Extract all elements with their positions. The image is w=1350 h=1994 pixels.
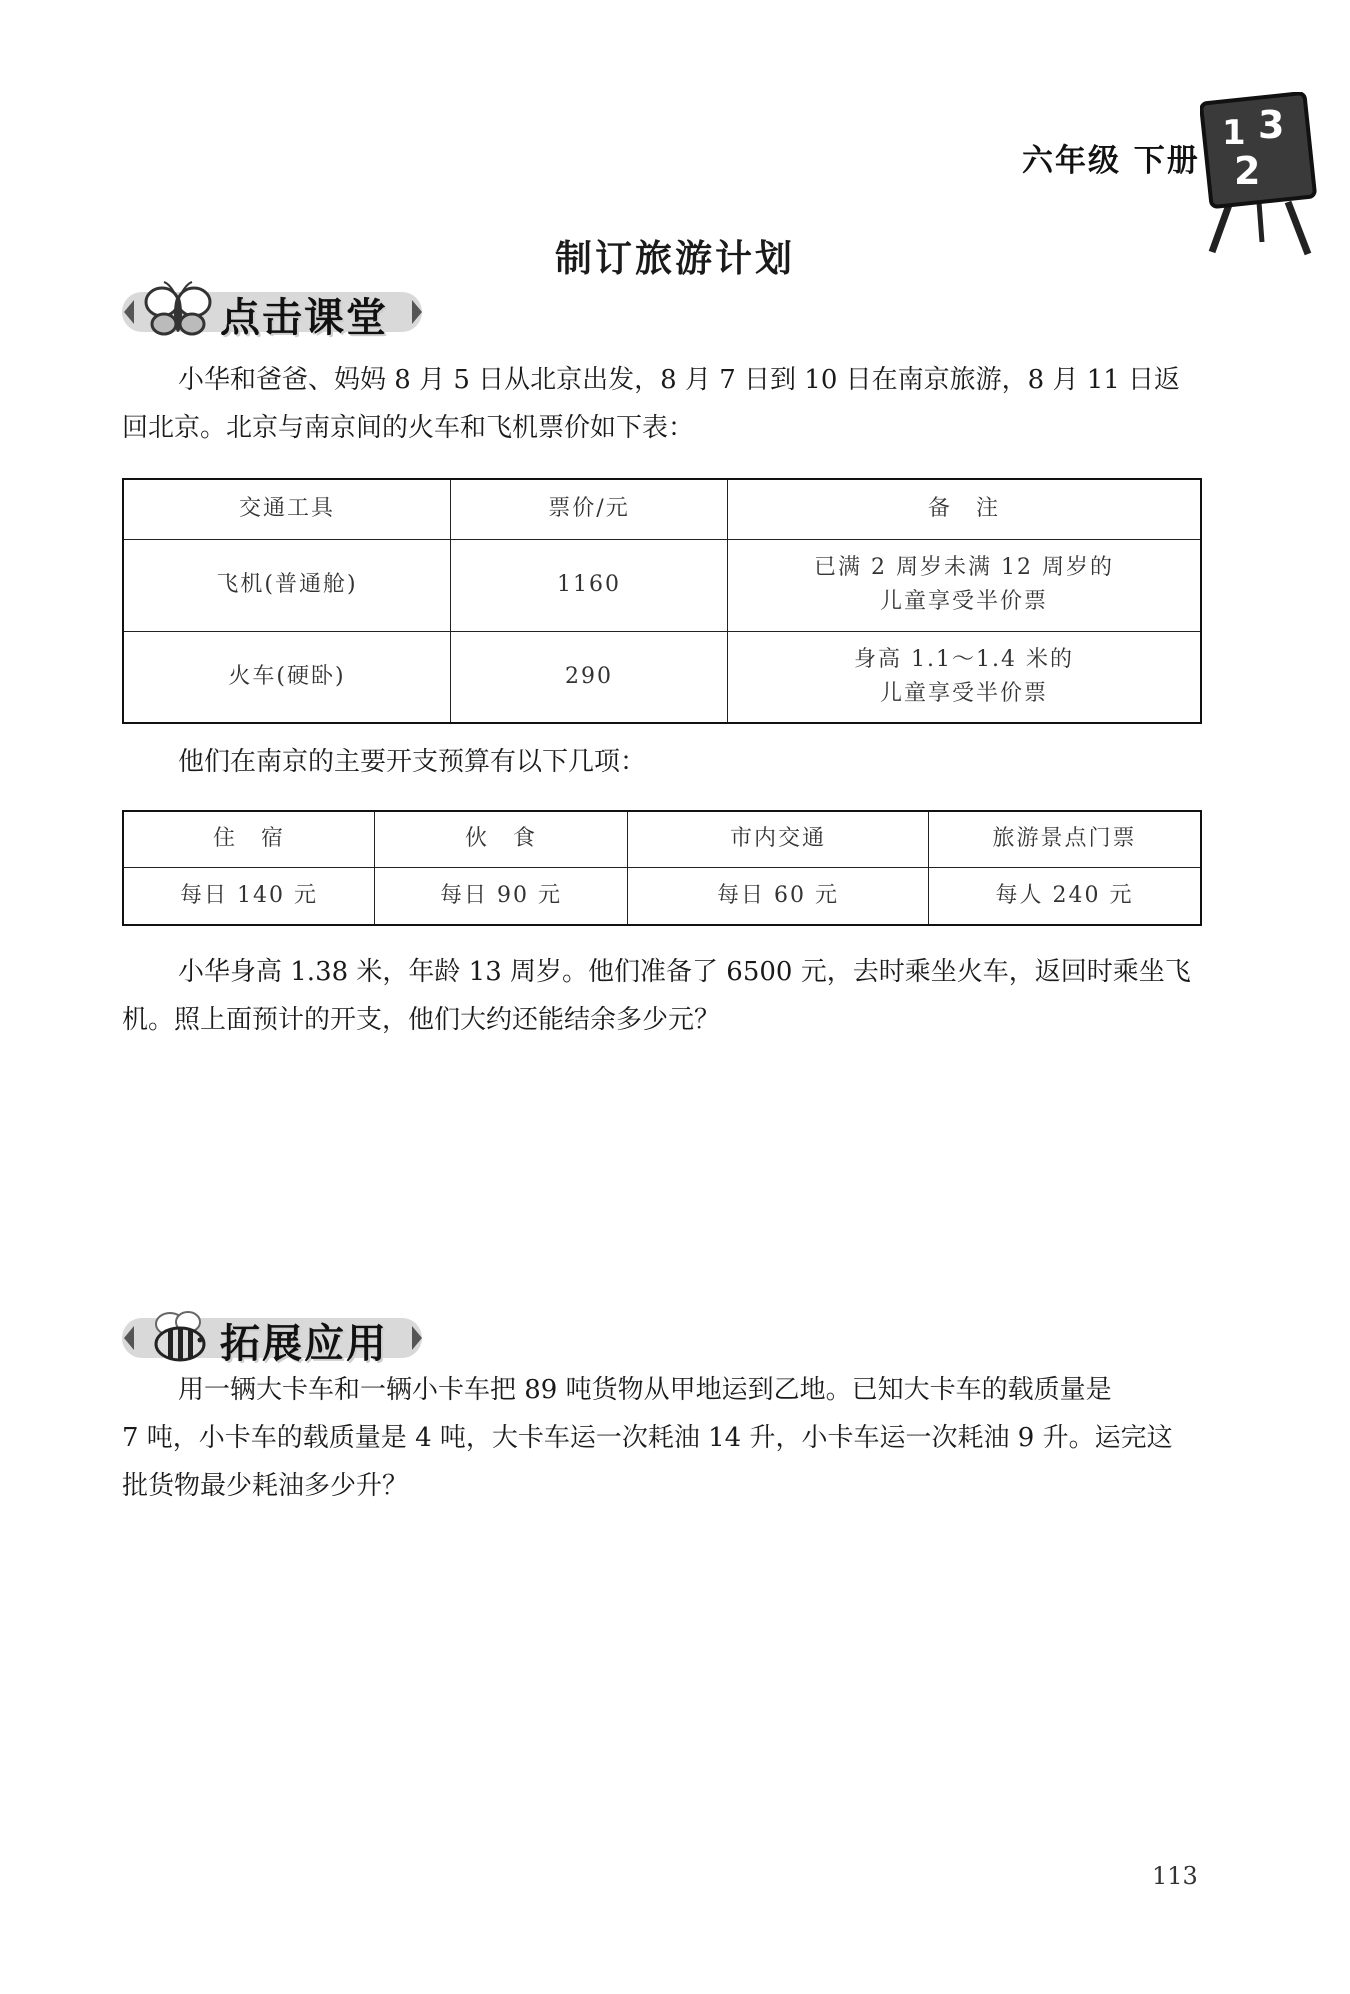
page-title: 制订旅游计划: [555, 237, 795, 280]
question-paragraph: [122, 948, 1202, 1044]
intro-line-2: 回北京。北京与南京间的火车和飞机票价如下表：: [122, 413, 695, 443]
fare-note-line: 身高 1.1～1.4 米的: [854, 646, 1074, 672]
budget-intro: [122, 738, 1202, 786]
fare-mode-cell: 飞机(普通舱): [123, 539, 451, 631]
fare-note-line: 儿童享受半价票: [879, 680, 1048, 706]
logo-digit-3: 3: [1258, 103, 1285, 147]
budget-header-lodging: 住 宿: [123, 811, 375, 867]
table-row: [123, 539, 1201, 631]
logo-digit-2: 2: [1234, 149, 1261, 193]
butterfly-icon: [138, 280, 218, 340]
bee-icon: [140, 1306, 220, 1366]
intro-paragraph: [122, 356, 1202, 452]
budget-value-local-transport: 每日 60 元: [628, 867, 929, 925]
table-header-row: [123, 811, 1201, 867]
table-row: [123, 867, 1201, 925]
budget-header-tickets: 旅游景点门票: [929, 811, 1202, 867]
fare-table: [122, 478, 1202, 724]
table-header-row: [123, 479, 1201, 539]
budget-intro-text: 他们在南京的主要开支预算有以下几项：: [178, 747, 647, 777]
logo-digit-1: 1: [1222, 113, 1246, 153]
extension-line-2: 7 吨，小卡车的载质量是 4 吨，大卡车运一次耗油 14 升，小卡车运一次耗油 9 升。运完这: [122, 1423, 1173, 1453]
section-banner-classroom: [118, 278, 438, 342]
grade-label: 六年级 下册: [1022, 143, 1200, 179]
section-banner-extension: [118, 1304, 438, 1368]
budget-value-lodging: 每日 140 元: [123, 867, 375, 925]
fare-header-note: 备 注: [728, 479, 1202, 539]
intro-line-1: 小华和爸爸、妈妈 8 月 5 日从北京出发，8 月 7 日到 10 日在南京旅游，8 月 11 日返: [178, 365, 1181, 395]
fare-note-line: 已满 2 周岁未满 12 周岁的: [814, 555, 1114, 580]
page-number: 113: [1152, 1862, 1198, 1890]
fare-header-mode: 交通工具: [123, 479, 451, 539]
question-line-2: 机。照上面预计的开支，他们大约还能结余多少元？: [122, 1005, 721, 1035]
budget-header-meals: 伙 食: [375, 811, 628, 867]
fare-note-cell: [728, 631, 1202, 723]
extension-line-1: 用一辆大卡车和一辆小卡车把 89 吨货物从甲地运到乙地。已知大卡车的载质量是: [178, 1375, 1112, 1405]
fare-note-cell: [728, 539, 1202, 631]
fare-price-cell: 1160: [451, 539, 728, 631]
fare-price-cell: 290: [451, 631, 728, 723]
budget-header-local-transport: 市内交通: [628, 811, 929, 867]
question-line-1: 小华身高 1.38 米，年龄 13 周岁。他们准备了 6500 元，去时乘坐火车，返回时乘坐飞: [178, 957, 1191, 987]
extension-line-3: 批货物最少耗油多少升？: [122, 1471, 409, 1501]
extension-paragraph: [122, 1366, 1202, 1510]
budget-table: [122, 810, 1202, 926]
budget-value-meals: 每日 90 元: [375, 867, 628, 925]
fare-mode-cell: 火车(硬卧): [123, 631, 451, 723]
fare-header-price: 票价/元: [451, 479, 728, 539]
section-title-extension: 拓展应用: [220, 1321, 388, 1367]
fare-note-line: 儿童享受半价票: [879, 589, 1048, 614]
section-title-classroom: 点击课堂: [220, 295, 388, 341]
budget-value-tickets: 每人 240 元: [929, 867, 1202, 925]
table-row: [123, 631, 1201, 723]
